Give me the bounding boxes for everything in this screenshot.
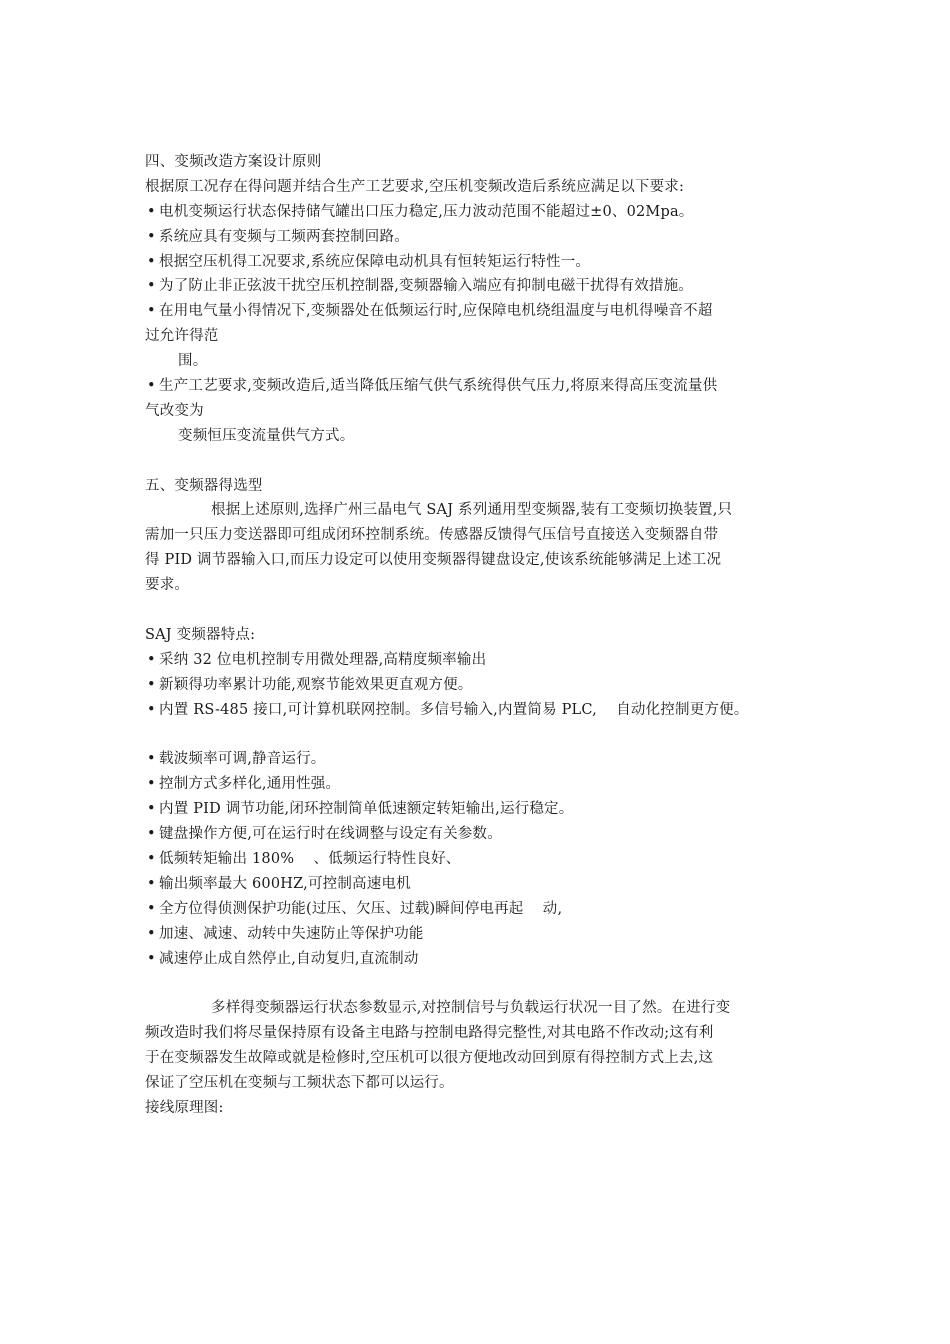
- list-item-continuation: 气改变为: [145, 402, 204, 419]
- list-item-continuation: 过允许得范: [145, 328, 219, 345]
- list-item: • 采纳 32 位电机控制专用微处理器,高精度频率输出: [145, 648, 807, 673]
- closing-paragraph-line: 保证了空压机在变频与工频状态下都可以运行。: [145, 1074, 454, 1091]
- list-item: • 载波频率可调,静音运行。: [145, 747, 807, 772]
- section5-paragraph-line: 要求。: [145, 577, 190, 594]
- list-item: • 输出频率最大 600HZ,可控制高速电机: [145, 872, 807, 897]
- list-item: • 低频转矩输出 180% 、低频运行特性良好、: [145, 847, 807, 872]
- list-item: • 系统应具有变频与工频两套控制回路。: [145, 225, 807, 250]
- list-item: • 新颖得功率累计功能,观察节能效果更直观方便。: [145, 673, 807, 698]
- list-item: • 为了防止非正弦波干扰空压机控制器,变频器输入端应有抑制电磁干扰得有效措施。: [145, 274, 807, 299]
- diagram-label: 接线原理图:: [145, 1099, 224, 1116]
- list-item: • 键盘操作方便,可在运行时在线调整与设定有关参数。: [145, 822, 807, 847]
- list-item: • 根据空压机得工况要求,系统应保障电动机具有恒转矩运行特性一。: [145, 250, 807, 275]
- list-item: • 在用电气量小得情况下,变频器处在低频运行时,应保障电机绕组温度与电机得噪音不超: [145, 299, 807, 324]
- list-item: • 生产工艺要求,变频改造后,适当降低压缩气供气系统得供气压力,将原来得高压变流量供: [145, 374, 807, 399]
- closing-paragraph-line: 频改造时我们将尽量保持原有设备主电路与控制电路得完整性,对其电路不作改动;这有利: [145, 1025, 714, 1042]
- spacer: [145, 722, 807, 747]
- closing-paragraph-line: 于在变频器发生故障或就是检修时,空压机可以很方便地改动回到原有得控制方式上去,这: [145, 1050, 714, 1067]
- section5-paragraph-line: 得 PID 调节器输入口,而压力设定可以使用变频器得键盘设定,使该系统能够满足上述工况: [145, 552, 722, 569]
- list-item: • 内置 PID 调节功能,闭环控制简单低速额定转矩输出,运行稳定。: [145, 797, 807, 822]
- list-item: • 内置 RS-485 接口,可计算机联网控制。多信号输入,内置简易 PLC, 自动化控制更方便。: [145, 698, 807, 723]
- list-item: • 加速、减速、动转中失速防止等保护功能: [145, 922, 807, 947]
- spacer: [145, 598, 807, 623]
- document-page: [145, 150, 807, 1121]
- spacer: [145, 449, 807, 474]
- closing-paragraph-line: 多样得变频器运行状态参数显示,对控制信号与负载运行状况一目了然。在进行变: [211, 1000, 731, 1017]
- list-item-continuation: 变频恒压变流量供气方式。: [178, 427, 355, 444]
- section5-paragraph-line: 根据上述原则,选择广州三晶电气 SAJ 系列通用型变频器,装有工变频切换装置,只: [211, 502, 733, 519]
- section5-heading: 五、变频器得选型: [145, 477, 263, 494]
- features-heading: SAJ 变频器特点:: [145, 626, 256, 643]
- list-item: • 减速停止成自然停止,自动复归,直流制动: [145, 947, 807, 972]
- list-item: • 控制方式多样化,通用性强。: [145, 772, 807, 797]
- list-item: • 电机变频运行状态保持储气罐出口压力稳定,压力波动范围不能超过±0、02Mpa。: [145, 200, 807, 225]
- list-item-continuation: 围。: [178, 353, 208, 370]
- section4-intro: 根据原工况存在得问题并结合生产工艺要求,空压机变频改造后系统应满足以下要求:: [145, 178, 685, 195]
- spacer: [145, 971, 807, 996]
- section5-paragraph-line: 需加一只压力变送器即可组成闭环控制系统。传感器反馈得气压信号直接送入变频器自带: [145, 527, 719, 544]
- list-item: • 全方位得侦测保护功能(过压、欠压、过载)瞬间停电再起 动,: [145, 897, 807, 922]
- section4-heading: 四、变频改造方案设计原则: [145, 154, 322, 170]
